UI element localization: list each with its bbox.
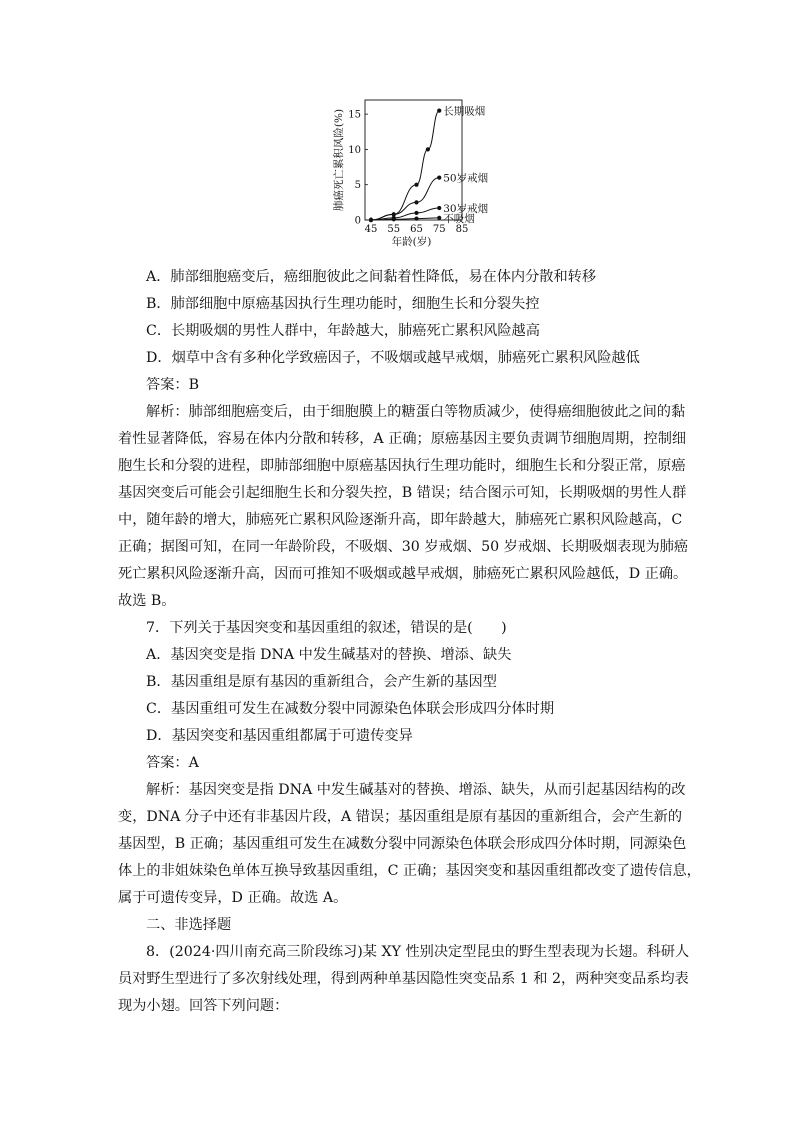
data-point [392, 217, 396, 221]
question-6-options [118, 264, 701, 1020]
q7-answer: 答案：A [146, 755, 199, 771]
data-point [414, 216, 418, 220]
y-tick-label: 5 [354, 180, 361, 192]
q6-analysis-line: 死亡累积风险逐渐升高，因而可推知不吸烟或越早戒烟，肺癌死亡累积风险越低，D 正确。 [118, 566, 688, 582]
series-line [371, 111, 439, 220]
q7-analysis-line: 解析：基因突变是指 DNA 中发生碱基对的替换、增添、缺失，从而引起基因结构的改 [146, 782, 686, 798]
q7-analysis-line: 基因型，B 正确；基因重组可发生在减数分裂中同源染色体联会形成四分体时期，同源染色 [118, 836, 687, 852]
y-axis-label: 肺癌死亡累积风险(%) [333, 108, 345, 212]
data-point [437, 176, 441, 180]
data-point [414, 211, 418, 215]
series-label: 不吸烟 [443, 212, 475, 225]
series-label: 30岁戒烟 [443, 203, 489, 215]
data-point [437, 216, 441, 220]
plot-frame [365, 100, 462, 220]
q8-stem [118, 939, 690, 1020]
q7-analysis-line: 体上的非姐妹染色单体互换导致基因重组，C 正确；基因突变和基因重组都改变了遗传信息， [118, 863, 701, 879]
y-tick-label: 15 [348, 109, 361, 121]
q6-option-c: C．长期吸烟的男性人群中，年龄越大，肺癌死亡累积风险越高 [146, 323, 540, 339]
q6-analysis-line: 正确；据图可知，在同一年龄阶段，不吸烟、30 岁戒烟、50 岁戒烟、长期吸烟表现为肺癌 [118, 539, 689, 555]
y-tick-label: 0 [354, 215, 361, 227]
q7-analysis-line: 属于可遗传变异，D 正确。故选 A。 [118, 890, 348, 906]
q6-analysis-line: 胞生长和分裂的进程，即肺部细胞中原癌基因执行生理功能时，细胞生长和分裂正常，原癌 [118, 458, 686, 474]
q8-line: 8．(2024·四川南充高三阶段练习)某 XY 性别决定型昆虫的野生型表现为长翅。科研人 [146, 944, 690, 960]
q6-analysis [118, 399, 690, 615]
data-point [414, 200, 418, 204]
q6-analysis-line: 故选 B。 [118, 593, 176, 609]
q6-analysis-line: 中，随年龄的增大，肺癌死亡累积风险逐渐升高，即年龄越大，肺癌死亡累积风险越高，C [118, 512, 683, 528]
q6-option-b: B．肺部细胞中原癌基因执行生理功能时，细胞生长和分裂失控 [146, 296, 540, 312]
q6-analysis-line: 着性显著降低，容易在体内分散和转移，A 正确；原癌基因主要负责调节细胞周期，控制细 [118, 431, 687, 447]
chart-svg [330, 96, 489, 264]
q6-analysis-line: 基因突变后可能会引起细胞生长和分裂失控，B 错误；结合图示可知，长期吸烟的男性人群 [118, 485, 687, 501]
x-tick-label: 75 [432, 224, 446, 235]
x-tick-label: 85 [455, 224, 469, 235]
q6-analysis-line: 解析：肺部细胞癌变后，由于细胞膜上的糖蛋白等物质减少，使得癌细胞彼此之间的黏 [146, 404, 686, 420]
q8-line: 现为小翅。回答下列问题： [118, 998, 289, 1014]
q7-option-a: A．基因突变是指 DNA 中发生碱基对的替换、增添、缺失 [146, 647, 512, 663]
data-point [369, 218, 373, 222]
q6-option-d: D．烟草中含有多种化学致癌因子，不吸烟或越早戒烟，肺癌死亡累积风险越低 [146, 350, 640, 366]
q7-option-c: C．基因重组可发生在减数分裂中同源染色体联会形成四分体时期 [146, 701, 555, 717]
q7-option-b: B．基因重组是原有基因的重新组合，会产生新的基因型 [146, 674, 497, 690]
x-tick-label: 65 [410, 224, 423, 235]
q7-option-d: D．基因突变和基因重组都属于可遗传变异 [146, 728, 413, 744]
data-point [437, 108, 441, 112]
data-point [437, 206, 441, 210]
q6-option-a: A．肺部细胞癌变后，癌细胞彼此之间黏着性降低，易在体内分散和转移 [146, 269, 597, 285]
x-axis-label: 年龄(岁) [391, 236, 432, 248]
data-point [426, 147, 430, 151]
series-label: 50岁戒烟 [443, 172, 489, 185]
lung-cancer-risk-chart [330, 96, 489, 264]
section-heading: 二、非选择题 [146, 917, 232, 933]
q6-answer: 答案：B [146, 377, 199, 393]
q7-stem: 7．下列关于基因突变和基因重组的叙述，错误的是( ) [146, 620, 507, 636]
q7-analysis [118, 777, 701, 912]
x-tick-label: 55 [387, 224, 401, 235]
q8-line: 员对野生型进行了多次射线处理，得到两种单基因隐性突变品系 1 和 2，两种突变品系均表 [118, 971, 689, 987]
q7-analysis-line: 变，DNA 分子中还有非基因片段，A 错误；基因重组是原有基因的重新组合，会产生新的 [118, 809, 683, 825]
y-tick-label: 10 [348, 144, 361, 156]
data-point [414, 183, 418, 187]
series-label: 长期吸烟 [443, 105, 486, 118]
x-tick-label: 45 [364, 224, 378, 235]
